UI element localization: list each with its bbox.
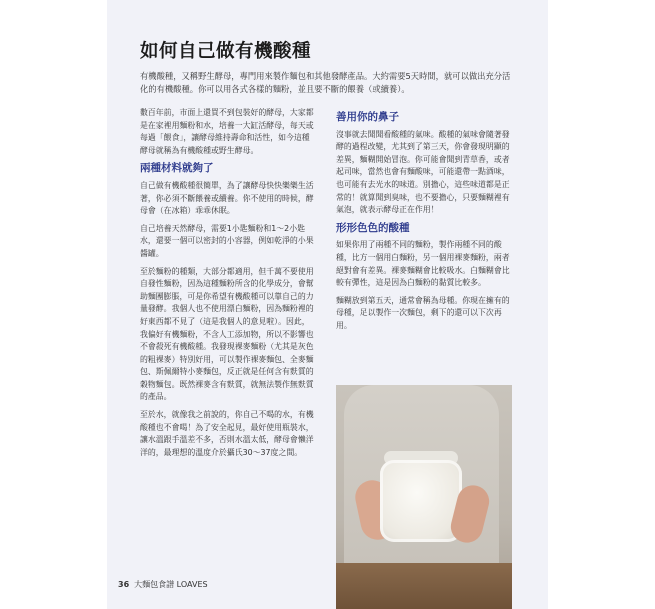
materials-heading: 兩種材料就夠了 <box>140 162 214 175</box>
varieties-heading: 形形色色的酸種 <box>336 221 410 234</box>
wooden-table-shape <box>336 563 512 609</box>
water-paragraph: 至於水，就像我之前說的，你自己不喝的水，有機酸種也不會喝！為了安全起見，最好使用瓶裝水，讓水溫跟手溫差不多，否則水溫太低，酵母會懶洋洋的，最理想的溫度介於攝氏30～37度之間。 <box>140 410 314 457</box>
sourdough-jar-photo <box>336 385 512 609</box>
book-title: 大麵包食譜 LOAVES <box>134 580 208 589</box>
flour-paragraph: 至於麵粉的種類，大部分都適用，但千萬不要使用自發性麵粉，因為這種麵粉所含的化學成分，會幫助麵團膨脹，可是你希望有機酸種可以靠自己的力量發酵。我個人也不使用漂白麵粉，因為麵粉裡的好東西都不見了（這是我個人的意見啦）。因此，我偏好有機麵粉，不含人工添加物，所以不影響也不會殺死有機酸種。我發現裸麥麵粉（尤其是灰色的粗裸麥）特別好用，可以製作裸麥麵包、全麥麵包、斯佩爾特小麥麵包，反正就是任何含有麩質的穀物麵包。既然裸麥含有麩質，就無法製作無麩質的產品。 <box>140 266 314 402</box>
smell-paragraph: 沒事就去聞聞看酸種的氣味。酸種的氣味會隨著發酵的過程改變，尤其到了第三天，你會發現明顯的差異，麵糊開始冒泡。你可能會聞到青草香，或者起司味，當然也會有麵酸味，可能還帶一點酒味，也可能有去光水的味道。別擔心，這些味道都是正常的！就算聞到臭味，也不要擔心，只要麵糊裡有氣泡，就表示酵母正在作用！ <box>336 129 510 215</box>
history-paragraph: 數百年前，市面上還買不到包裝好的酵母，大家都是在家裡用麵粉和水，培養一大缸活酵母，每天或每過「餵食」，讓酵母維持壽命和活性，如今這種酵母就稱為有機酸種或野生酵母。 <box>140 108 314 155</box>
page-number: 36 <box>118 580 130 589</box>
starter-jar-shape <box>380 460 462 542</box>
right-column <box>336 107 516 338</box>
page-title: 如何自己做有機酸種 <box>140 41 312 62</box>
materials-paragraph: 自己做有機酸種很簡單，為了讓酵母快快樂樂生活著，你必須不斷餵養或續養。你不使用的時候，酵母會（在冰箱）乖乖休眠。 <box>140 180 314 216</box>
nose-heading: 善用你的鼻子 <box>336 111 399 123</box>
intro-paragraph: 有機酸種，又稱野生酵母，專門用來製作麵包和其他發酵產品。大約需要5天時間，就可以做出充分活化的有機酸種。你可以用各式各樣的麵粉，並且要不斷的餵養（或續養）。 <box>140 71 511 94</box>
ingredients-paragraph: 自己培養天然酵母，需要1小匙麵粉和1～2小匙水，還要一個可以密封的小容器，例如乾淨的小果醬罐。 <box>140 223 314 258</box>
page-footer <box>118 579 208 590</box>
varieties-paragraph: 如果你用了兩種不同的麵粉，製作兩種不同的酸種，比方一個用白麵粉，另一個用裸麥麵粉，兩者絕對會有差異。裸麥麵糊會比較吸水。白麵糊會比較有彈性，這是因為白麵粉的黏質比較多。 <box>336 240 510 288</box>
mother-starter-paragraph: 麵糊放到第五天，通常會稱為母種。你現在擁有的母種，足以製作一次麵包，剩下的還可以下次再用。 <box>336 295 510 330</box>
left-column <box>140 107 315 464</box>
